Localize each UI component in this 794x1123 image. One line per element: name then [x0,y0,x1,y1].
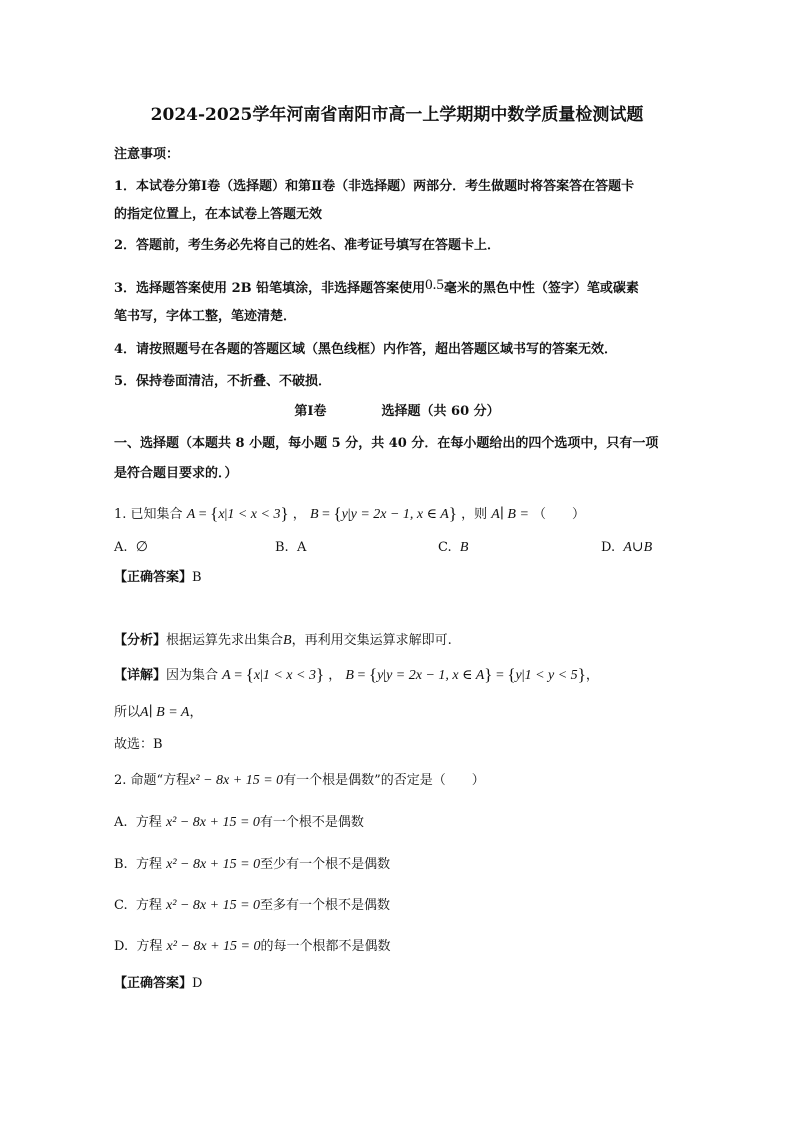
notice-3 [114,276,639,298]
q1-set-b: B = {y|y = 2x − 1, x ∈ A} [309,504,457,523]
part-one-instruction-cont: 是符合题目要求的．） [114,466,238,481]
q1-blank: （ ） [533,507,586,522]
q1-prefix: 1. 已知集合 [114,507,183,522]
notice-3-part-b: 毫米的黑色中性（签字）笔或碳素 [443,281,639,296]
q2-option-b: B. 方程 x² − 8x + 15 = 0至少有一个根不是偶数 [114,857,391,872]
q2-option-a: A. 方程 x² − 8x + 15 = 0有一个根不是偶数 [114,815,364,830]
notice-3-part-a: 3．选择题答案使用 2B 铅笔填涂，非选择题答案使用 [114,281,426,296]
q1-analysis: 【分析】根据运算先求出集合B，再利用交集运算求解即可. [114,633,452,648]
q1-conclusion: 故选：B [114,737,163,752]
notice-1-cont: 的指定位置上，在本试卷上答题无效 [114,207,323,222]
notice-3-value: 0.5 [425,277,444,293]
q1-detail: 【详解】因为集合 A = {x|1 < x < 3} ， B = {y|y = 2x − 1, x ∈ A} = {y|1 < y < 5}， [114,665,599,684]
section-title-left: 第Ⅰ卷 [294,404,327,419]
q1-detail-2: 所以A∣ B = A， [114,705,203,720]
notice-heading: 注意事项： [114,147,180,162]
q1-then: ，则 [461,507,488,522]
q1-expression: A∣ B = [491,507,529,522]
section-title [0,403,794,421]
notice-1: 1．本试卷分第Ⅰ卷（选择题）和第Ⅱ卷（非选择题）两部分．考生做题时将答案答在答题卡 [114,179,635,194]
q1-comma: ， [292,507,306,522]
notice-3-cont: 笔书写，字体工整，笔迹清楚． [114,309,297,324]
q1-answer: 【正确答案】B [114,570,202,585]
notice-4: 4．请按照题号在各题的答题区域（黑色线框）内作答，超出答题区域书写的答案无效． [114,342,618,357]
section-title-right: 选择题（共 60 分） [381,404,500,419]
q1-set-a: A = {x|1 < x < 3} [186,504,289,523]
q2-option-d: D. 方程 x² − 8x + 15 = 0的每一个根都不是偶数 [114,939,391,954]
q2-answer: 【正确答案】D [114,976,203,991]
q1-option-c: C. B [438,540,469,555]
q2-option-c: C. 方程 x² − 8x + 15 = 0至多有一个根不是偶数 [114,898,391,913]
page-title: 2024-2025学年河南省南阳市高一上学期期中数学质量检测试题 [150,105,644,125]
part-one-instruction: 一、选择题（本题共 8 小题，每小题 5 分，共 40 分．在每小题给出的四个选项中，只有一项 [114,436,659,451]
question-2-stem: 2. 命题“方程x² − 8x + 15 = 0有一个根是偶数”的否定是（ ） [114,773,485,788]
q1-option-b: B. A [275,540,307,555]
q1-option-d: D. A∪B [601,540,653,555]
notice-2: 2．答题前，考生务必先将自己的姓名、准考证号填写在答题卡上． [114,238,501,253]
q1-option-a: A. ∅ [114,540,148,555]
notice-5: 5．保持卷面清洁，不折叠、不破损． [114,374,332,389]
question-1-stem [114,505,585,524]
